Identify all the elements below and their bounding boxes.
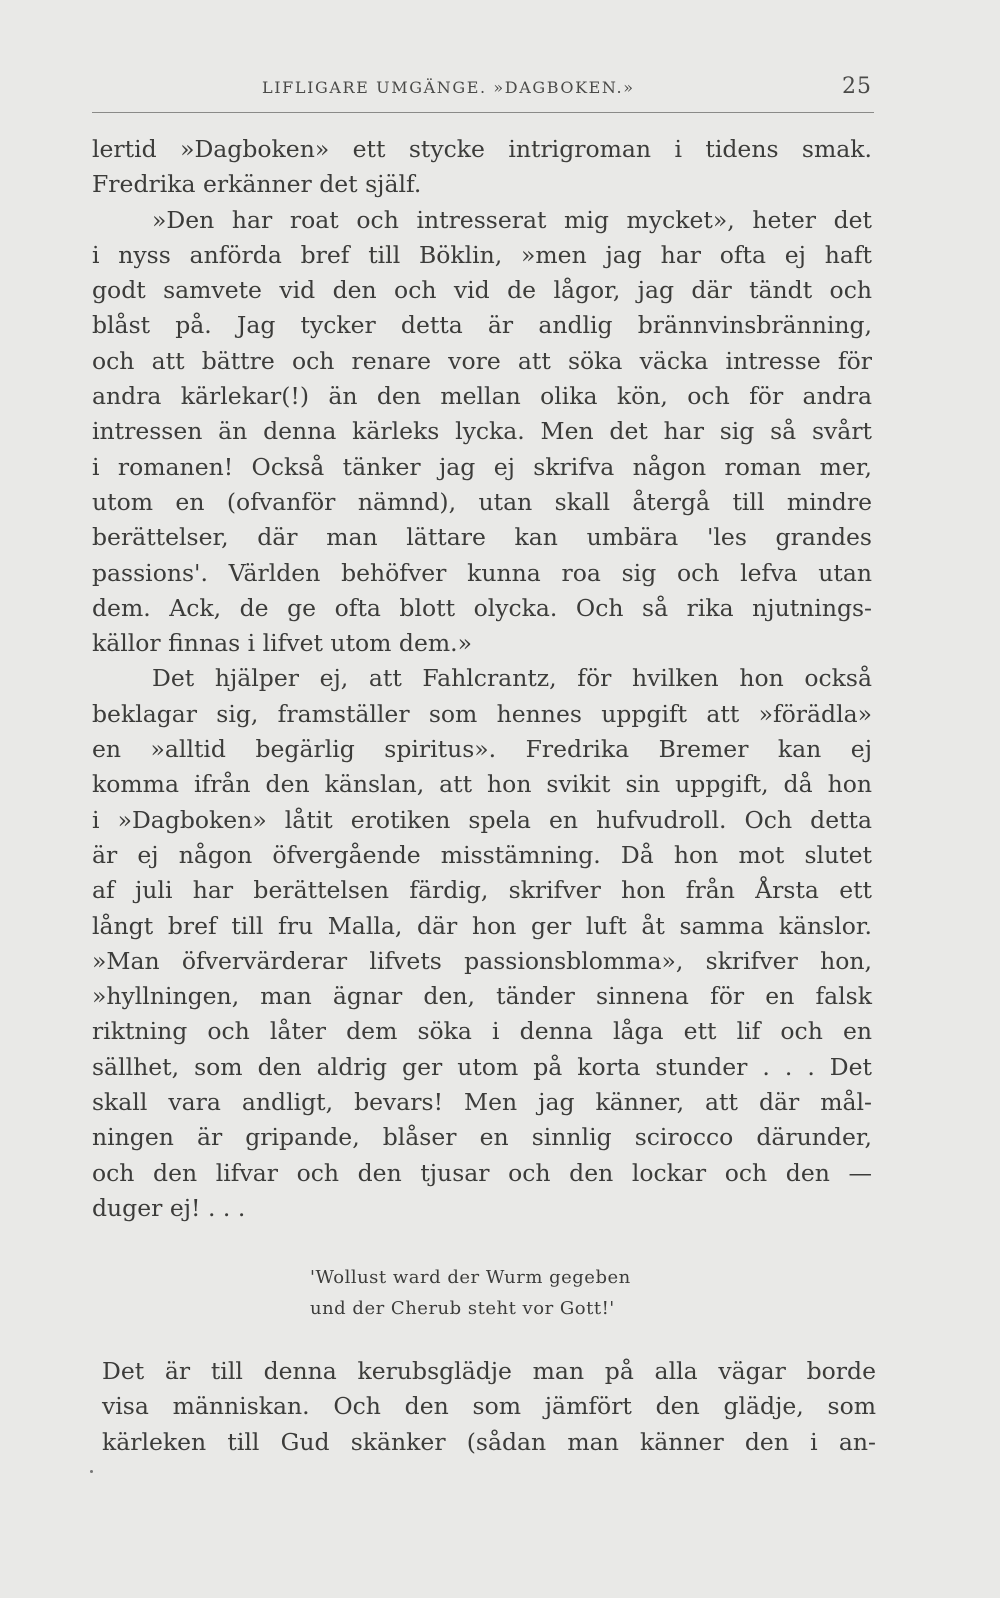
text-line: Det hjälper ej, att Fahlcrantz, för hvilken hon också [152,664,872,693]
text-line: lertid »Dagboken» ett stycke intrigroman i tidens smak. [92,135,872,163]
text-line: duger ej! . . . [92,1193,246,1222]
text-line: berättelser, där man lättare kan umbära 'les grandes [92,523,872,552]
text-line: komma ifrån den känslan, att hon svikit sin uppgift, då hon [92,770,872,799]
body-text [92,132,872,1226]
text-line: blåst på. Jag tycker detta är andlig brännvinsbränning, [92,311,872,340]
text-line: beklagar sig, framställer som hennes uppgift att »förädla» [92,699,872,728]
text-line: »Man öfvervärderar lifvets passionsblomma», skrifver hon, [92,946,872,975]
page-header [92,72,872,106]
header-rule [92,112,874,113]
text-line: Fredrika erkänner det själf. [92,170,422,199]
text-line: »hyllningen, man ägnar den, tänder sinnena för en falsk [92,982,872,1011]
text-line: utom en (ofvanför nämnd), utan skall återgå till mindre [92,487,872,516]
text-line: i romanen! Också tänker jag ej skrifva någon roman mer, [92,452,872,481]
text-line: skall vara andligt, bevars! Men jag känner, att där mål- [92,1088,872,1117]
text-line: »Den har roat och intresserat mig mycket», heter det [152,205,872,234]
text-line: visa människan. Och den som jämfört den glädje, som [102,1392,876,1421]
text-line: ningen är gripande, blåser en sinnlig scirocco därunder, [92,1123,872,1152]
verse-line: und der Cherub steht vor Gott!' [310,1298,615,1319]
text-line: andra kärlekar(!) än den mellan olika kön, och för andra [92,382,872,411]
text-line: af juli har berättelsen färdig, skrifver hon från Årsta ett [92,876,872,905]
verse-line: 'Wollust ward der Wurm gegeben [310,1267,631,1288]
verse-quote [310,1262,631,1324]
text-line: långt bref till fru Malla, där hon ger luft åt samma känslor. [92,911,872,940]
text-line: passions'. Världen behöfver kunna roa sig och lefva utan [92,558,872,587]
text-line: kärleken till Gud skänker (sådan man känner den i an- [102,1427,876,1456]
text-line: intressen än denna kärleks lycka. Men det har sig så svårt [92,417,872,446]
text-line: sällhet, som den aldrig ger utom på korta stunder . . . Det [92,1052,872,1081]
text-line: godt samvete vid den och vid de lågor, jag där tändt och [92,276,872,305]
text-line: en »alltid begärlig spiritus». Fredrika Bremer kan ej [92,735,872,764]
text-line: dem. Ack, de ge ofta blott olycka. Och så rika njutnings- [92,593,872,622]
text-line: källor finnas i lifvet utom dem.» [92,629,472,658]
text-line: riktning och låter dem söka i denna låga ett lif och en [92,1017,872,1046]
paper-speck [90,1470,93,1473]
closing-paragraph [102,1354,876,1460]
running-title: LIFLIGARE UMGÄNGE. »DAGBOKEN.» [262,78,635,97]
text-line: och att bättre och renare vore att söka väcka intresse för [92,346,872,375]
text-line: i »Dagboken» låtit erotiken spela en hufvudroll. Och detta [92,805,872,834]
text-line: är ej någon öfvergående misstämning. Då hon mot slutet [92,840,872,869]
text-line: i nyss anförda bref till Böklin, »men jag har ofta ej haft [92,240,872,269]
page-number: 25 [842,74,872,99]
text-line: och den lifvar och den tjusar och den lockar och den — [92,1158,872,1187]
text-line: Det är till denna kerubsglädje man på alla vägar borde [102,1357,876,1385]
